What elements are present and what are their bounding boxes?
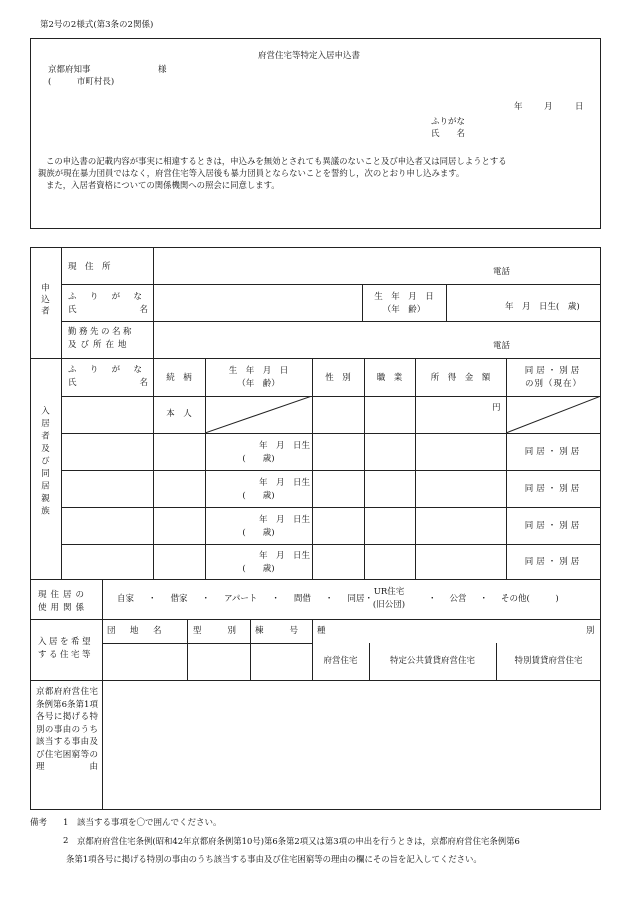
family-row-4-birth: 年 月 日生 bbox=[258, 551, 310, 561]
applicant-name-field[interactable] bbox=[480, 116, 596, 142]
notes-1-text: 該当する事項を〇で囲んでください。 bbox=[77, 818, 222, 828]
applicant-name-col: 氏 名 bbox=[68, 305, 148, 315]
self-name-field[interactable] bbox=[63, 398, 151, 431]
addressee-sama: 様 bbox=[158, 65, 167, 75]
address-phone-label: 電話 bbox=[493, 267, 511, 277]
form-title: 府営住宅等特定入居申込書 bbox=[258, 51, 361, 61]
applicant-section-label: 申込者 bbox=[39, 283, 50, 318]
work-phone-label: 電話 bbox=[493, 341, 511, 351]
family-row-2-birth: 年 月 日生 bbox=[258, 478, 310, 488]
residence-label-1: 現住居の bbox=[38, 590, 89, 600]
family-row-1-birth: 年 月 日生 bbox=[258, 441, 310, 451]
declaration-line-1: この申込書の記載内容が事実に相違するときは，申込みを無効とされても異議のないこと及び申込者又は同居しようとする bbox=[46, 156, 507, 166]
residence-dot: ・ bbox=[271, 594, 280, 604]
address-field[interactable] bbox=[155, 249, 599, 282]
form-id: 第2号の2様式(第3条の2関係) bbox=[40, 20, 154, 30]
work-field[interactable] bbox=[155, 323, 599, 356]
applicant-furigana-label: ふりがな bbox=[431, 117, 466, 127]
residence-options-tail bbox=[428, 595, 559, 604]
family-row-3-age: ( 歳) bbox=[242, 528, 275, 538]
date-year: 年 bbox=[514, 102, 523, 112]
residence-opt-public[interactable]: 公営 bbox=[449, 594, 467, 604]
family-col-furigana: ふりがな bbox=[68, 365, 148, 375]
residence-opt-rent[interactable]: 借家 bbox=[170, 594, 188, 604]
work-label-1: 勤務先の名称 bbox=[68, 327, 135, 337]
residence-opt-apartment[interactable]: アパート bbox=[224, 594, 258, 604]
income-yen: 円 bbox=[492, 403, 501, 413]
self-cohabit-strike bbox=[506, 396, 601, 433]
birth-label: 生 年 月 日 bbox=[374, 292, 434, 302]
residence-dot: ・ bbox=[428, 594, 437, 604]
residence-dot: ・ bbox=[324, 594, 334, 604]
family-col-cohabit-2: の別（現在） bbox=[524, 379, 582, 389]
notes-1-num: 1 bbox=[63, 818, 69, 828]
residence-opt-room[interactable]: 間借 bbox=[293, 594, 311, 604]
desired-col-type: 型 別 bbox=[193, 626, 240, 636]
self-birth-strike bbox=[205, 396, 312, 433]
family-col-job: 職 業 bbox=[376, 373, 403, 383]
applicant-name-label: 氏 名 bbox=[431, 129, 466, 139]
family-row-1-age: ( 歳) bbox=[242, 454, 275, 464]
family-col-name: 氏 名 bbox=[68, 378, 148, 388]
date-month: 月 bbox=[544, 102, 553, 112]
addressee-governor: 京都府知事 bbox=[48, 65, 91, 75]
desired-col-danchi: 団 地 名 bbox=[107, 626, 165, 636]
family-col-birth: 生 年 月 日 bbox=[228, 366, 289, 376]
residence-dot: ・ bbox=[201, 594, 211, 604]
family-row-1-cohabit[interactable]: 同居・別居 bbox=[524, 447, 583, 457]
family-row-2-cohabit[interactable]: 同居・別居 bbox=[524, 484, 583, 494]
family-col-sex: 性 別 bbox=[325, 373, 351, 383]
residence-opt-cohabit[interactable]: 同居・ bbox=[347, 594, 373, 604]
work-label-2: 及び所在地 bbox=[68, 340, 131, 350]
residence-dot: ・ bbox=[479, 594, 489, 604]
family-row-4-cohabit[interactable]: 同居・別居 bbox=[524, 557, 583, 567]
residence-dot: ・ bbox=[148, 594, 157, 604]
age-label: （年 齢） bbox=[382, 305, 426, 315]
family-row-2-age: ( 歳) bbox=[242, 491, 275, 501]
family-row-4-age: ( 歳) bbox=[242, 564, 275, 574]
residence-options bbox=[117, 595, 373, 604]
family-row-3-cohabit[interactable]: 同居・別居 bbox=[524, 521, 583, 531]
address-label: 現 住 所 bbox=[68, 262, 111, 272]
desired-danchi-field[interactable] bbox=[104, 645, 185, 678]
residence-opt-own[interactable]: 自家 bbox=[117, 594, 135, 604]
residence-opt-ur-sub: (旧公団) bbox=[372, 600, 406, 610]
family-section-label: 入居者及び同居親族 bbox=[39, 406, 50, 519]
desired-kind-specific-public[interactable]: 特定公共賃貸府営住宅 bbox=[389, 656, 475, 666]
residence-label-2: 使用関係 bbox=[38, 603, 89, 613]
family-col-income: 所 得 金 額 bbox=[430, 373, 491, 383]
desired-type-field[interactable] bbox=[189, 645, 248, 678]
date-day: 日 bbox=[575, 102, 584, 112]
applicant-furigana-col: ふりがな bbox=[68, 292, 148, 302]
desired-col-kind-1: 種 bbox=[317, 626, 326, 636]
family-col-relation: 続 柄 bbox=[166, 373, 192, 383]
applicant-name-input[interactable] bbox=[155, 286, 360, 319]
residence-opt-other[interactable]: その他( ) bbox=[501, 594, 559, 604]
notes-2-num: 2 bbox=[63, 836, 69, 846]
desired-col-kind-2: 別 bbox=[586, 626, 595, 636]
reason-label: 京都府府営住宅条例第6条第1項各号に掲げる特別の事由のうち該当する事由及び住宅困窮等の理由 bbox=[36, 687, 98, 772]
self-relation: 本 人 bbox=[166, 409, 192, 419]
desired-kind-prefectural[interactable]: 府営住宅 bbox=[323, 656, 358, 666]
desired-label-2: する住宅等 bbox=[38, 650, 94, 660]
notes-2-line-2: 条第1項各号に掲げる特別の事由のうち該当する事由及び住宅困窮等の理由の欄にその旨を記入してください。 bbox=[66, 854, 482, 864]
desired-building-field[interactable] bbox=[252, 645, 310, 678]
declaration-line-3: また，入居者資格についての関係機関への照会に同意します。 bbox=[46, 180, 280, 190]
family-col-cohabit-1: 同居・別居 bbox=[524, 366, 583, 376]
residence-opt-ur[interactable]: UR住宅 bbox=[373, 587, 405, 597]
desired-col-building: 棟 号 bbox=[255, 626, 302, 636]
desired-label-1: 入居を希望 bbox=[38, 637, 94, 647]
date-field[interactable] bbox=[495, 100, 595, 114]
applicant-birth-value[interactable]: 年 月 日生( 歳) bbox=[505, 302, 580, 312]
notes-label: 備考 bbox=[30, 818, 48, 828]
declaration-line-2: 親族が現在暴力団員ではなく，府営住宅等入居後も暴力団員とならないことを誓約し，次のとおり申し込みます。 bbox=[38, 168, 465, 178]
addressee-mayor: ( 市町村長) bbox=[48, 77, 115, 87]
notes-2-line-1: 京都府府営住宅条例(昭和42年京都府条例第10号)第6条第2項又は第3項の申出を行うときは，京都府府営住宅条例第6 bbox=[77, 836, 520, 846]
family-row-3-birth: 年 月 日生 bbox=[258, 515, 310, 525]
desired-kind-special-rental[interactable]: 特別賃貸府営住宅 bbox=[514, 656, 583, 666]
reason-field[interactable] bbox=[104, 682, 599, 808]
family-col-age: （年 齢） bbox=[237, 379, 280, 389]
